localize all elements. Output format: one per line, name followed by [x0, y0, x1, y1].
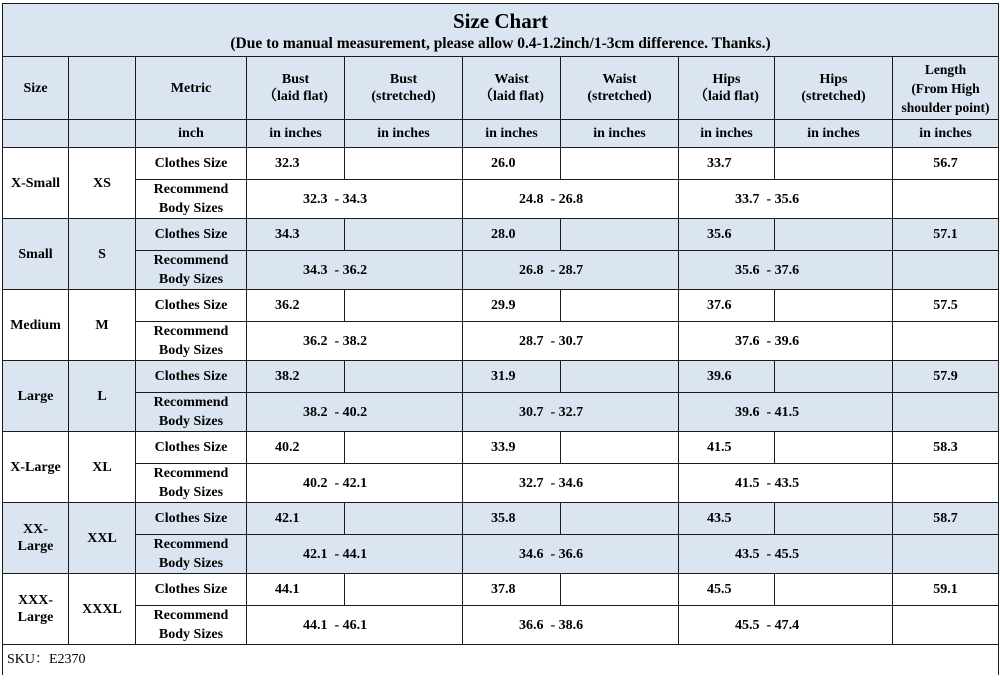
range-min: 41.5	[735, 475, 760, 491]
length-range-empty	[893, 535, 999, 574]
range-dash: -	[766, 191, 772, 207]
range-dash: -	[766, 475, 772, 491]
units-metric: inch	[136, 120, 247, 148]
size-row-recommend	[3, 322, 999, 361]
hips-flat-value: 41.5	[679, 432, 775, 464]
waist-flat-value: 26.0	[463, 148, 561, 180]
length-value: 59.1	[893, 574, 999, 606]
hips-range	[679, 606, 893, 645]
range-dash: -	[550, 546, 556, 562]
hips-range	[679, 535, 893, 574]
bust-flat-value: 42.1	[247, 503, 345, 535]
hips-range	[679, 251, 893, 290]
recommend-label: Recommend Body Sizes	[136, 535, 247, 574]
bust-flat-value: 44.1	[247, 574, 345, 606]
range-max: 37.6	[774, 262, 800, 278]
range-min: 40.2	[303, 475, 328, 491]
bust-flat-value: 40.2	[247, 432, 345, 464]
range-max: 38.6	[558, 617, 584, 633]
clothes-size-label: Clothes Size	[136, 503, 247, 535]
clothes-size-label: Clothes Size	[136, 361, 247, 393]
size-name: XX- Large	[3, 503, 69, 574]
length-value: 58.3	[893, 432, 999, 464]
range-dash: -	[550, 262, 556, 278]
header-waist-flat: Waist （laid flat)	[463, 57, 561, 120]
range-min: 34.3	[303, 262, 328, 278]
range-dash: -	[334, 404, 340, 420]
waist-stretched-value	[561, 148, 679, 180]
range-min: 39.6	[735, 404, 760, 420]
waist-stretched-value	[561, 290, 679, 322]
size-row-recommend	[3, 606, 999, 645]
waist-range	[463, 464, 679, 503]
hips-stretched-value	[775, 219, 893, 251]
range-max: 34.3	[342, 191, 368, 207]
length-range-empty	[893, 464, 999, 503]
header-waist-stretched: Waist (stretched)	[561, 57, 679, 120]
bust-stretched-value	[345, 290, 463, 322]
size-name: Medium	[3, 290, 69, 361]
units-blank-2	[69, 120, 136, 148]
range-max: 36.6	[558, 546, 584, 562]
waist-flat-value: 35.8	[463, 503, 561, 535]
waist-range	[463, 322, 679, 361]
length-value: 57.1	[893, 219, 999, 251]
waist-flat-value: 33.9	[463, 432, 561, 464]
hips-stretched-value	[775, 432, 893, 464]
hips-stretched-value	[775, 574, 893, 606]
range-dash: -	[550, 333, 556, 349]
size-name: Small	[3, 219, 69, 290]
bust-flat-value: 34.3	[247, 219, 345, 251]
range-max: 44.1	[342, 546, 368, 562]
length-range-empty	[893, 180, 999, 219]
range-min: 36.6	[519, 617, 544, 633]
range-max: 26.8	[558, 191, 584, 207]
size-name: Large	[3, 361, 69, 432]
range-dash: -	[766, 404, 772, 420]
length-value: 56.7	[893, 148, 999, 180]
waist-stretched-value	[561, 219, 679, 251]
size-name: X-Large	[3, 432, 69, 503]
size-row-clothes	[3, 432, 999, 464]
hips-stretched-value	[775, 290, 893, 322]
bust-stretched-value	[345, 148, 463, 180]
header-row	[3, 57, 999, 120]
range-dash: -	[766, 546, 772, 562]
range-min: 24.8	[519, 191, 544, 207]
bust-range	[247, 464, 463, 503]
range-min: 35.6	[735, 262, 760, 278]
units-blank-1	[3, 120, 69, 148]
hips-flat-value: 45.5	[679, 574, 775, 606]
waist-range	[463, 535, 679, 574]
bust-stretched-value	[345, 574, 463, 606]
range-min: 32.7	[519, 475, 544, 491]
units-bust-stretched: in inches	[345, 120, 463, 148]
hips-stretched-value	[775, 503, 893, 535]
hips-range	[679, 393, 893, 432]
range-min: 45.5	[735, 617, 760, 633]
range-max: 45.5	[774, 546, 800, 562]
clothes-size-label: Clothes Size	[136, 290, 247, 322]
header-size: Size	[3, 57, 69, 120]
units-hips-flat: in inches	[679, 120, 775, 148]
range-max: 34.6	[558, 475, 584, 491]
size-row-recommend	[3, 535, 999, 574]
range-dash: -	[766, 333, 772, 349]
chart-title: Size Chart	[452, 8, 549, 33]
header-bust-stretched: Bust (stretched)	[345, 57, 463, 120]
units-waist-stretched: in inches	[561, 120, 679, 148]
clothes-size-label: Clothes Size	[136, 219, 247, 251]
size-code: M	[69, 290, 136, 361]
waist-range	[463, 251, 679, 290]
size-row-recommend	[3, 180, 999, 219]
size-code: S	[69, 219, 136, 290]
header-length: Length (From High shoulder point)	[893, 57, 999, 120]
waist-range	[463, 606, 679, 645]
size-row-clothes	[3, 361, 999, 393]
hips-flat-value: 43.5	[679, 503, 775, 535]
clothes-size-label: Clothes Size	[136, 148, 247, 180]
range-max: 41.5	[774, 404, 800, 420]
range-min: 28.7	[519, 333, 544, 349]
bust-range	[247, 251, 463, 290]
range-min: 42.1	[303, 546, 328, 562]
size-code: XXL	[69, 503, 136, 574]
range-dash: -	[334, 191, 340, 207]
waist-range	[463, 180, 679, 219]
hips-flat-value: 39.6	[679, 361, 775, 393]
range-max: 36.2	[342, 262, 368, 278]
size-name: XXX- Large	[3, 574, 69, 645]
range-dash: -	[550, 617, 556, 633]
length-range-empty	[893, 606, 999, 645]
header-blank	[69, 57, 136, 120]
bust-stretched-value	[345, 361, 463, 393]
range-min: 32.3	[303, 191, 328, 207]
units-hips-stretched: in inches	[775, 120, 893, 148]
range-min: 34.6	[519, 546, 544, 562]
size-row-recommend	[3, 251, 999, 290]
range-min: 38.2	[303, 404, 328, 420]
recommend-label: Recommend Body Sizes	[136, 606, 247, 645]
size-chart-table	[2, 3, 999, 675]
bust-flat-value: 32.3	[247, 148, 345, 180]
length-range-empty	[893, 251, 999, 290]
bust-range	[247, 606, 463, 645]
range-max: 30.7	[558, 333, 584, 349]
recommend-label: Recommend Body Sizes	[136, 180, 247, 219]
size-code: XS	[69, 148, 136, 219]
length-value: 58.7	[893, 503, 999, 535]
size-row-recommend	[3, 464, 999, 503]
range-max: 40.2	[342, 404, 368, 420]
hips-stretched-value	[775, 361, 893, 393]
range-max: 43.5	[774, 475, 800, 491]
size-row-clothes	[3, 148, 999, 180]
bust-flat-value: 36.2	[247, 290, 345, 322]
sku-row	[3, 645, 999, 675]
hips-range	[679, 464, 893, 503]
range-max: 32.7	[558, 404, 584, 420]
size-row-clothes	[3, 290, 999, 322]
range-dash: -	[334, 617, 340, 633]
range-dash: -	[550, 404, 556, 420]
range-max: 39.6	[774, 333, 800, 349]
bust-flat-value: 38.2	[247, 361, 345, 393]
size-row-recommend	[3, 393, 999, 432]
hips-range	[679, 322, 893, 361]
length-range-empty	[893, 393, 999, 432]
range-min: 36.2	[303, 333, 328, 349]
range-min: 44.1	[303, 617, 328, 633]
size-code: XL	[69, 432, 136, 503]
range-min: 26.8	[519, 262, 544, 278]
size-row-clothes	[3, 574, 999, 606]
range-max: 47.4	[774, 617, 800, 633]
range-dash: -	[766, 617, 772, 633]
hips-range	[679, 180, 893, 219]
bust-range	[247, 393, 463, 432]
hips-flat-value: 35.6	[679, 219, 775, 251]
header-hips-flat: Hips （laid flat)	[679, 57, 775, 120]
waist-range	[463, 393, 679, 432]
bust-stretched-value	[345, 503, 463, 535]
bust-range	[247, 180, 463, 219]
recommend-label: Recommend Body Sizes	[136, 322, 247, 361]
range-min: 43.5	[735, 546, 760, 562]
units-row	[3, 120, 999, 148]
recommend-label: Recommend Body Sizes	[136, 464, 247, 503]
range-max: 42.1	[342, 475, 368, 491]
size-code: L	[69, 361, 136, 432]
range-min: 30.7	[519, 404, 544, 420]
waist-flat-value: 31.9	[463, 361, 561, 393]
waist-stretched-value	[561, 432, 679, 464]
waist-stretched-value	[561, 503, 679, 535]
range-dash: -	[334, 333, 340, 349]
recommend-label: Recommend Body Sizes	[136, 393, 247, 432]
range-max: 46.1	[342, 617, 368, 633]
units-waist-flat: in inches	[463, 120, 561, 148]
range-dash: -	[550, 475, 556, 491]
range-min: 37.6	[735, 333, 760, 349]
size-name: X-Small	[3, 148, 69, 219]
bust-range	[247, 322, 463, 361]
recommend-label: Recommend Body Sizes	[136, 251, 247, 290]
range-dash: -	[334, 262, 340, 278]
hips-flat-value: 33.7	[679, 148, 775, 180]
size-row-clothes	[3, 219, 999, 251]
length-value: 57.9	[893, 361, 999, 393]
waist-flat-value: 29.9	[463, 290, 561, 322]
range-max: 35.6	[774, 191, 800, 207]
title-row	[3, 4, 999, 57]
range-dash: -	[334, 475, 340, 491]
header-metric: Metric	[136, 57, 247, 120]
header-bust-flat: Bust （laid flat)	[247, 57, 345, 120]
clothes-size-label: Clothes Size	[136, 432, 247, 464]
clothes-size-label: Clothes Size	[136, 574, 247, 606]
range-max: 28.7	[558, 262, 584, 278]
waist-stretched-value	[561, 574, 679, 606]
sku-label: SKU：E2370	[3, 645, 999, 675]
range-min: 33.7	[735, 191, 760, 207]
header-hips-stretched: Hips (stretched)	[775, 57, 893, 120]
range-dash: -	[550, 191, 556, 207]
bust-range	[247, 535, 463, 574]
length-value: 57.5	[893, 290, 999, 322]
size-code: XXXL	[69, 574, 136, 645]
range-dash: -	[766, 262, 772, 278]
hips-flat-value: 37.6	[679, 290, 775, 322]
waist-stretched-value	[561, 361, 679, 393]
range-max: 38.2	[342, 333, 368, 349]
size-row-clothes	[3, 503, 999, 535]
bust-stretched-value	[345, 219, 463, 251]
length-range-empty	[893, 322, 999, 361]
range-dash: -	[334, 546, 340, 562]
waist-flat-value: 28.0	[463, 219, 561, 251]
bust-stretched-value	[345, 432, 463, 464]
chart-subtitle: (Due to manual measurement, please allow 0.4-1.2inch/1-3cm difference. Thanks.)	[230, 34, 771, 52]
units-length: in inches	[893, 120, 999, 148]
units-bust-flat: in inches	[247, 120, 345, 148]
hips-stretched-value	[775, 148, 893, 180]
waist-flat-value: 37.8	[463, 574, 561, 606]
